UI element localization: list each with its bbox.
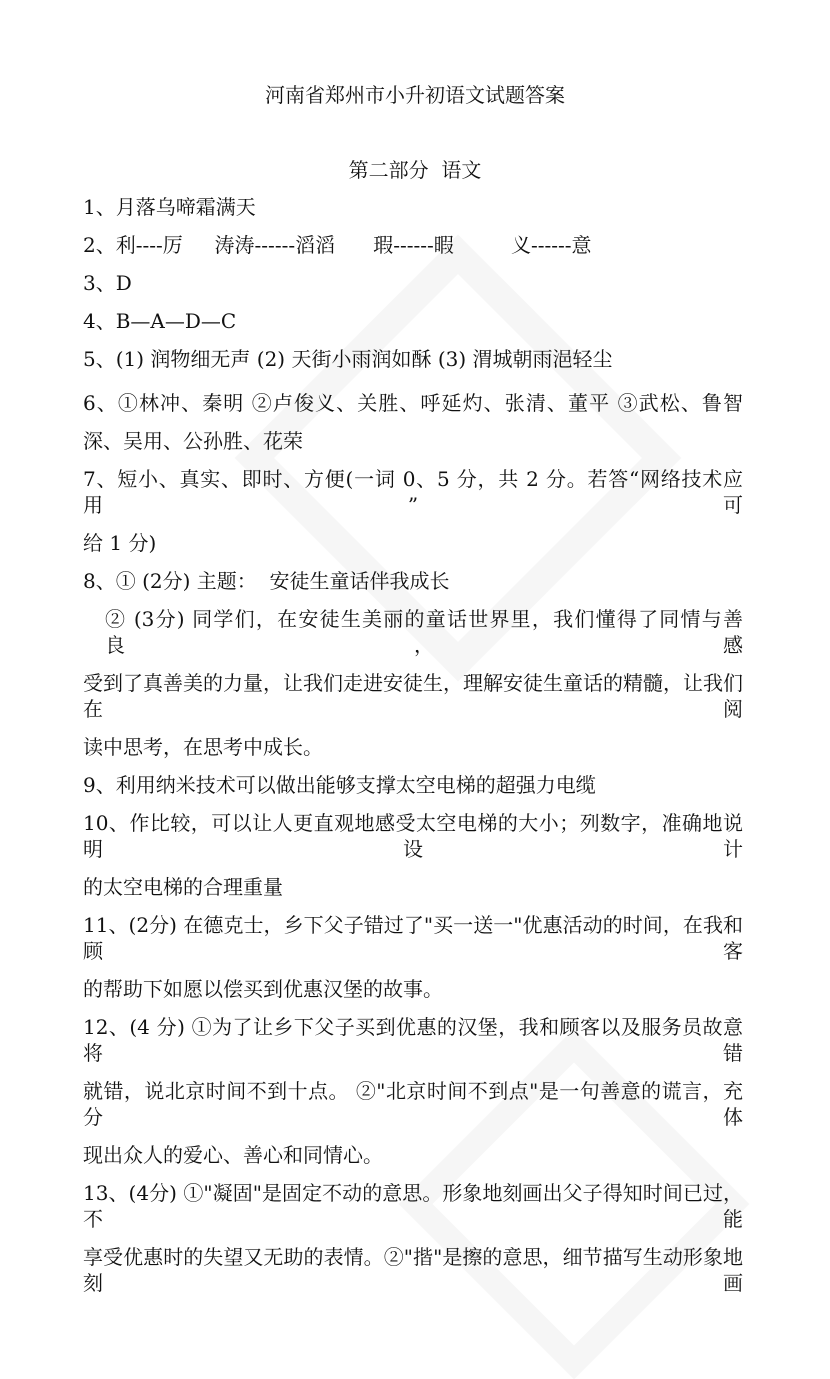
answer-line: ② (3分) 同学们，在安徒生美丽的童话世界里，我们懂得了同情与善良，感 bbox=[105, 607, 743, 657]
answer-line: 读中思考，在思考中成长。 bbox=[83, 735, 323, 759]
answer-line: 5、(1) 润物细无声 (2) 天街小雨润如酥 (3) 渭城朝雨浥轻尘 bbox=[83, 347, 613, 371]
answer-line: 7、短小、真实、即时、方便(一词 0、5 分，共 2 分。若答“网络技术应用”可 bbox=[83, 467, 743, 517]
answer-line: 享受优惠时的失望又无助的表情。②"揩"是擦的意思，细节描写生动形象地刻画 bbox=[83, 1245, 743, 1295]
answer-line: 10、作比较，可以让人更直观地感受太空电梯的大小；列数字，准确地说明设计 bbox=[83, 811, 743, 861]
answer-line: 13、(4分) ①"凝固"是固定不动的意思。形象地刻画出父子得知时间已过，不能 bbox=[83, 1181, 743, 1231]
answer-line: 3、D bbox=[83, 271, 132, 295]
answer-line: 就错，说北京时间不到十点。 ②"北京时间不到点"是一句善意的谎言，充分体 bbox=[83, 1079, 743, 1129]
answer-line: 的太空电梯的合理重量 bbox=[83, 875, 283, 899]
answer-line: 11、(2分) 在德克士，乡下父子错过了"买一送一"优惠活动的时间，在我和顾客 bbox=[83, 913, 743, 963]
document-title: 河南省郑州市小升初语文试题答案 bbox=[265, 83, 565, 107]
answer-line: 1、月落乌啼霜满天 bbox=[83, 195, 256, 219]
answer-line: 现出众人的爱心、善心和同情心。 bbox=[83, 1143, 383, 1167]
answer-line: 12、(4 分) ①为了让乡下父子买到优惠的汉堡，我和顾客以及服务员故意将错 bbox=[83, 1015, 743, 1065]
answer-line: 受到了真善美的力量，让我们走进安徒生，理解安徒生童话的精髓，让我们在阅 bbox=[83, 671, 743, 721]
answer-line: 深、吴用、公孙胜、花荣 bbox=[83, 429, 303, 453]
answer-line: 4、B—A—D—C bbox=[83, 309, 237, 333]
answer-line: 2、利----厉 涛涛------滔滔 瑕------暇 义------意 bbox=[83, 233, 592, 257]
answer-line: 9、利用纳米技术可以做出能够支撑太空电梯的超强力电缆 bbox=[83, 773, 596, 797]
answer-line: 给 1 分) bbox=[83, 531, 157, 555]
answer-line: 8、① (2分) 主题： 安徒生童话伴我成长 bbox=[83, 569, 450, 593]
answer-line: 6、①林冲、秦明 ②卢俊义、关胜、呼延灼、张清、董平 ③武松、鲁智 bbox=[83, 391, 743, 415]
answer-line: 的帮助下如愿以偿买到优惠汉堡的故事。 bbox=[83, 977, 443, 1001]
section-heading: 第二部分 语文 bbox=[348, 158, 482, 182]
